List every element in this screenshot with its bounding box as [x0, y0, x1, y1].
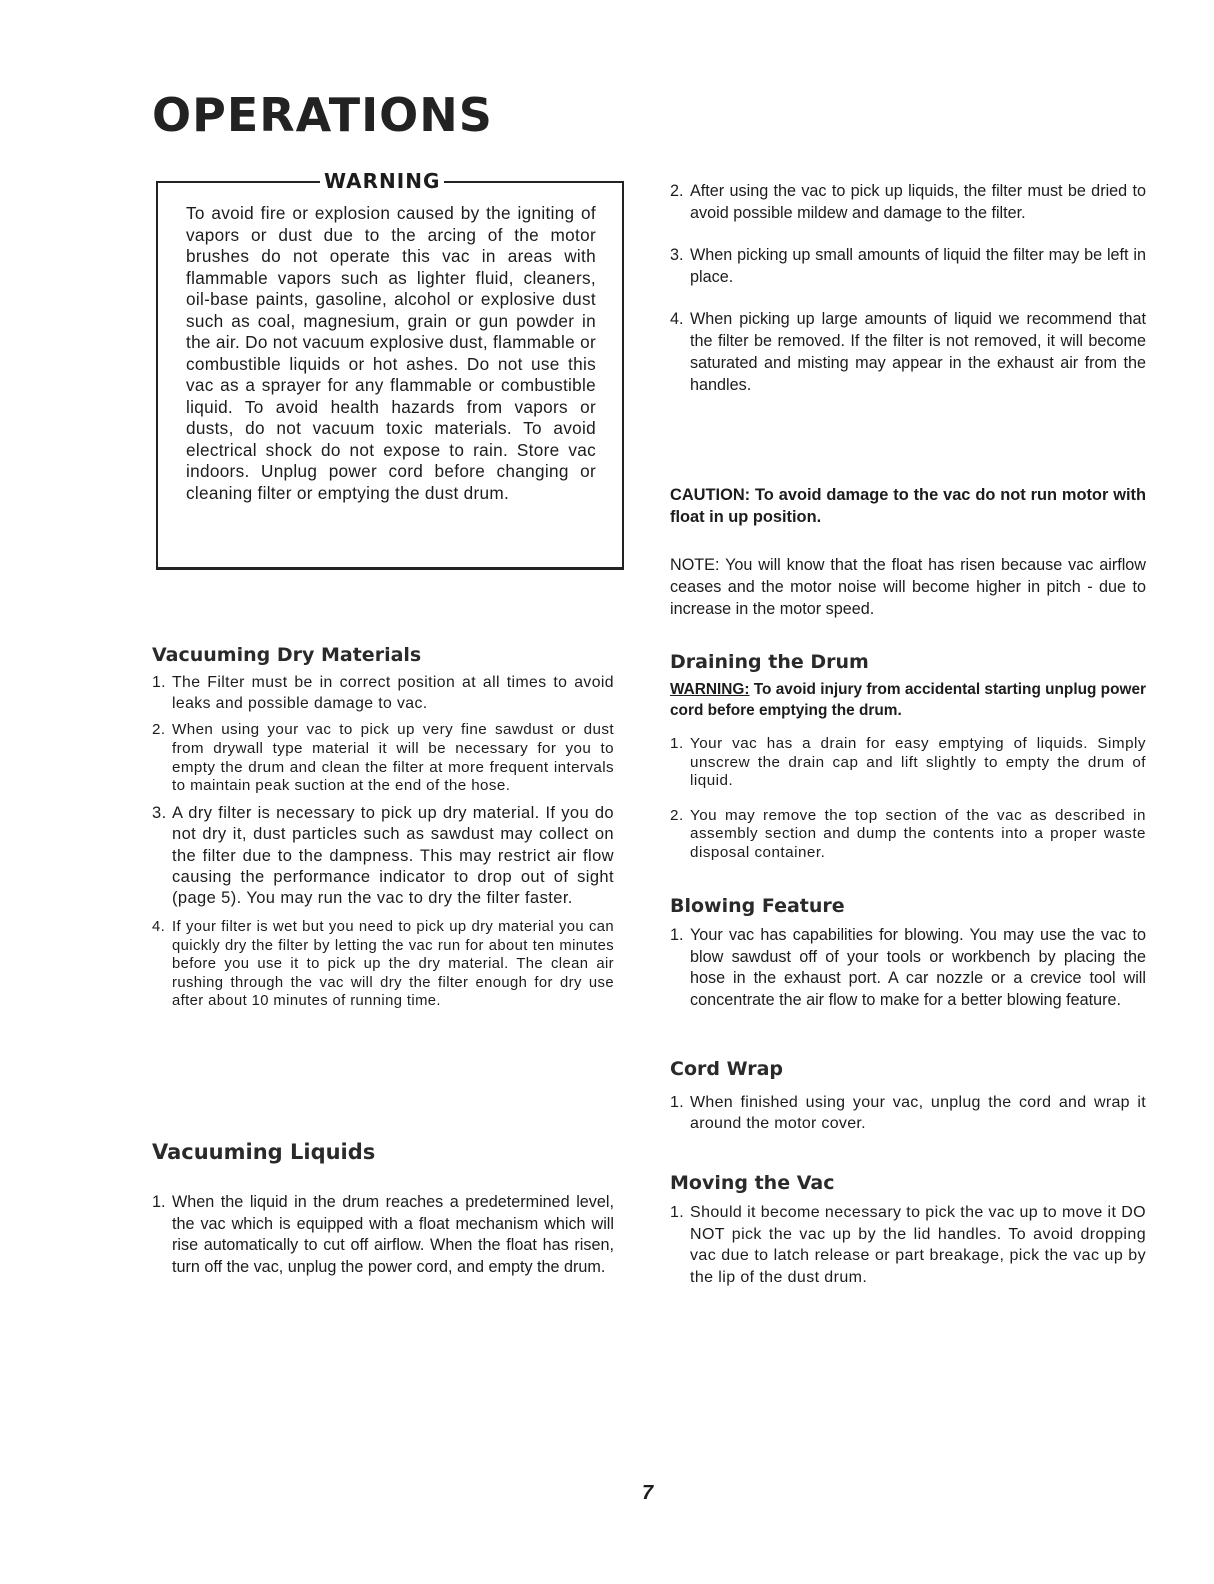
dry-list: [152, 672, 614, 1011]
list-item: 4. When picking up large amounts of liquid we recommend that the filter be removed. If the filter is not removed, it will become saturated and misting may appear in the exhaust air from the handles.: [670, 310, 1146, 394]
draining-warning: [670, 679, 1146, 721]
section-vacuuming-dry: [152, 644, 614, 1011]
caution-label: CAUTION:: [670, 486, 751, 504]
liquids-list: [152, 1192, 614, 1278]
section-vacuuming-liquids: [152, 1140, 614, 1278]
draining-warning-text: To avoid injury from accidental starting unplug power cord before emptying the drum.: [670, 681, 1147, 719]
section-cord-wrap: [670, 1058, 1146, 1134]
caution-text: To avoid damage to the vac do not run motor with float in up position.: [670, 486, 1146, 526]
note: [670, 554, 1146, 620]
list-item: 3. When picking up small amounts of liquid the filter may be left in place.: [670, 246, 1146, 286]
note-text: You will know that the float has risen because vac airflow ceases and the motor noise will become higher in pitch - due to increase in the motor speed.: [670, 556, 1146, 618]
list-item: 2. After using the vac to pick up liquids, the filter must be dried to avoid possible mildew and damage to the filter.: [670, 182, 1146, 222]
section-heading: Draining the Drum: [670, 651, 869, 673]
list-item: 1. Should it become necessary to pick the vac up to move it DO NOT pick the vac up by the lid handles. To avoid dropping vac due to latch release or part breakage, pick the vac up by the lip of the dust drum.: [670, 1204, 1146, 1286]
list-item: 2. When using your vac to pick up very fine sawdust or dust from drywall type material it will be necessary for you to empty the drum and clean the filter at more frequent intervals to maintain peak suction at the end of the hose.: [152, 721, 614, 795]
list-item: 1. The Filter must be in correct position at all times to avoid leaks and possible damage to vac.: [152, 674, 614, 712]
cord-wrap-list: [670, 1092, 1146, 1134]
liquids-continued-list: [670, 180, 1146, 396]
section-blowing: [670, 895, 1146, 1011]
page-number: 7: [642, 1482, 654, 1504]
blowing-list: [670, 925, 1146, 1011]
list-item: 3. A dry filter is necessary to pick up dry material. If you do not dry it, dust particles such as sawdust may collect on the filter due to the dampness. This may restrict air flow causing the performance indicator to drop out of sight (page 5). You may run the vac to dry the filter faster.: [152, 804, 614, 907]
caution-note: [670, 484, 1146, 528]
draining-list: [670, 735, 1146, 863]
warning-box-text: To avoid fire or explosion caused by the igniting of vapors or dust due to the arcing of the motor brushes do not operate this vac in areas with flammable vapors such as lighter fluid, cleaners, oil-base paints, gasoline, alcohol or explosive dust such as coal, magnesium, grain or gun powder in the air. Do not vacuum explosive dust, flammable or combustible liquids or hot ashes. Do not use this vac as a sprayer for any flammable or combustible liquid. To avoid health hazards from vapors or dusts, do not vacuum toxic materials. To avoid electrical shock do not expose to rain. Store vac indoors. Unplug power cord before changing or cleaning filter or emptying the dust drum.: [186, 203, 596, 503]
section-heading: Blowing Feature: [670, 895, 845, 917]
list-item: 2. You may remove the top section of the vac as described in assembly section and dump the contents into a proper waste disposal container.: [670, 806, 1146, 861]
page-title: OPERATIONS: [152, 88, 493, 142]
note-paragraph: [670, 554, 1146, 620]
list-item: 4. If your filter is wet but you need to pick up dry material you can quickly dry the filter by letting the vac run for about ten minutes before you use it to pick up the dry material. The clean air rushing through the vac will dry the filter enough for dry use after about 10 minutes of running time.: [152, 919, 614, 1010]
warning-box: [156, 169, 624, 570]
section-heading: Vacuuming Dry Materials: [152, 644, 422, 666]
section-heading: Moving the Vac: [670, 1172, 835, 1194]
note-label: NOTE:: [670, 556, 720, 574]
draining-warning-label: WARNING:: [670, 681, 750, 698]
section-heading: Cord Wrap: [670, 1058, 783, 1080]
list-item: 1. Your vac has a drain for easy emptying of liquids. Simply unscrew the drain cap and lift slightly to empty the drum of liquid.: [670, 735, 1146, 790]
list-item: 1. Your vac has capabilities for blowing. You may use the vac to blow sawdust off of your tools or workbench by placing the hose in the exhaust port. A car nozzle or a crevice tool will concentrate the air flow to make for a better blowing feature.: [670, 926, 1146, 1009]
liquids-continued: [670, 180, 1146, 396]
section-moving: [670, 1172, 1146, 1288]
section-heading: Vacuuming Liquids: [152, 1140, 376, 1164]
list-item: 1. When finished using your vac, unplug the cord and wrap it around the motor cover.: [670, 1094, 1146, 1132]
list-item: 1. When the liquid in the drum reaches a predetermined level, the vac which is equipped with a float mechanism which will rise automatically to cut off airflow. When the float has risen, turn off the vac, unplug the power cord, and empty the drum.: [152, 1193, 614, 1276]
caution-paragraph: [670, 484, 1146, 528]
moving-list: [670, 1202, 1146, 1288]
warning-box-title: WARNING: [320, 169, 444, 193]
section-draining: [670, 651, 1146, 863]
